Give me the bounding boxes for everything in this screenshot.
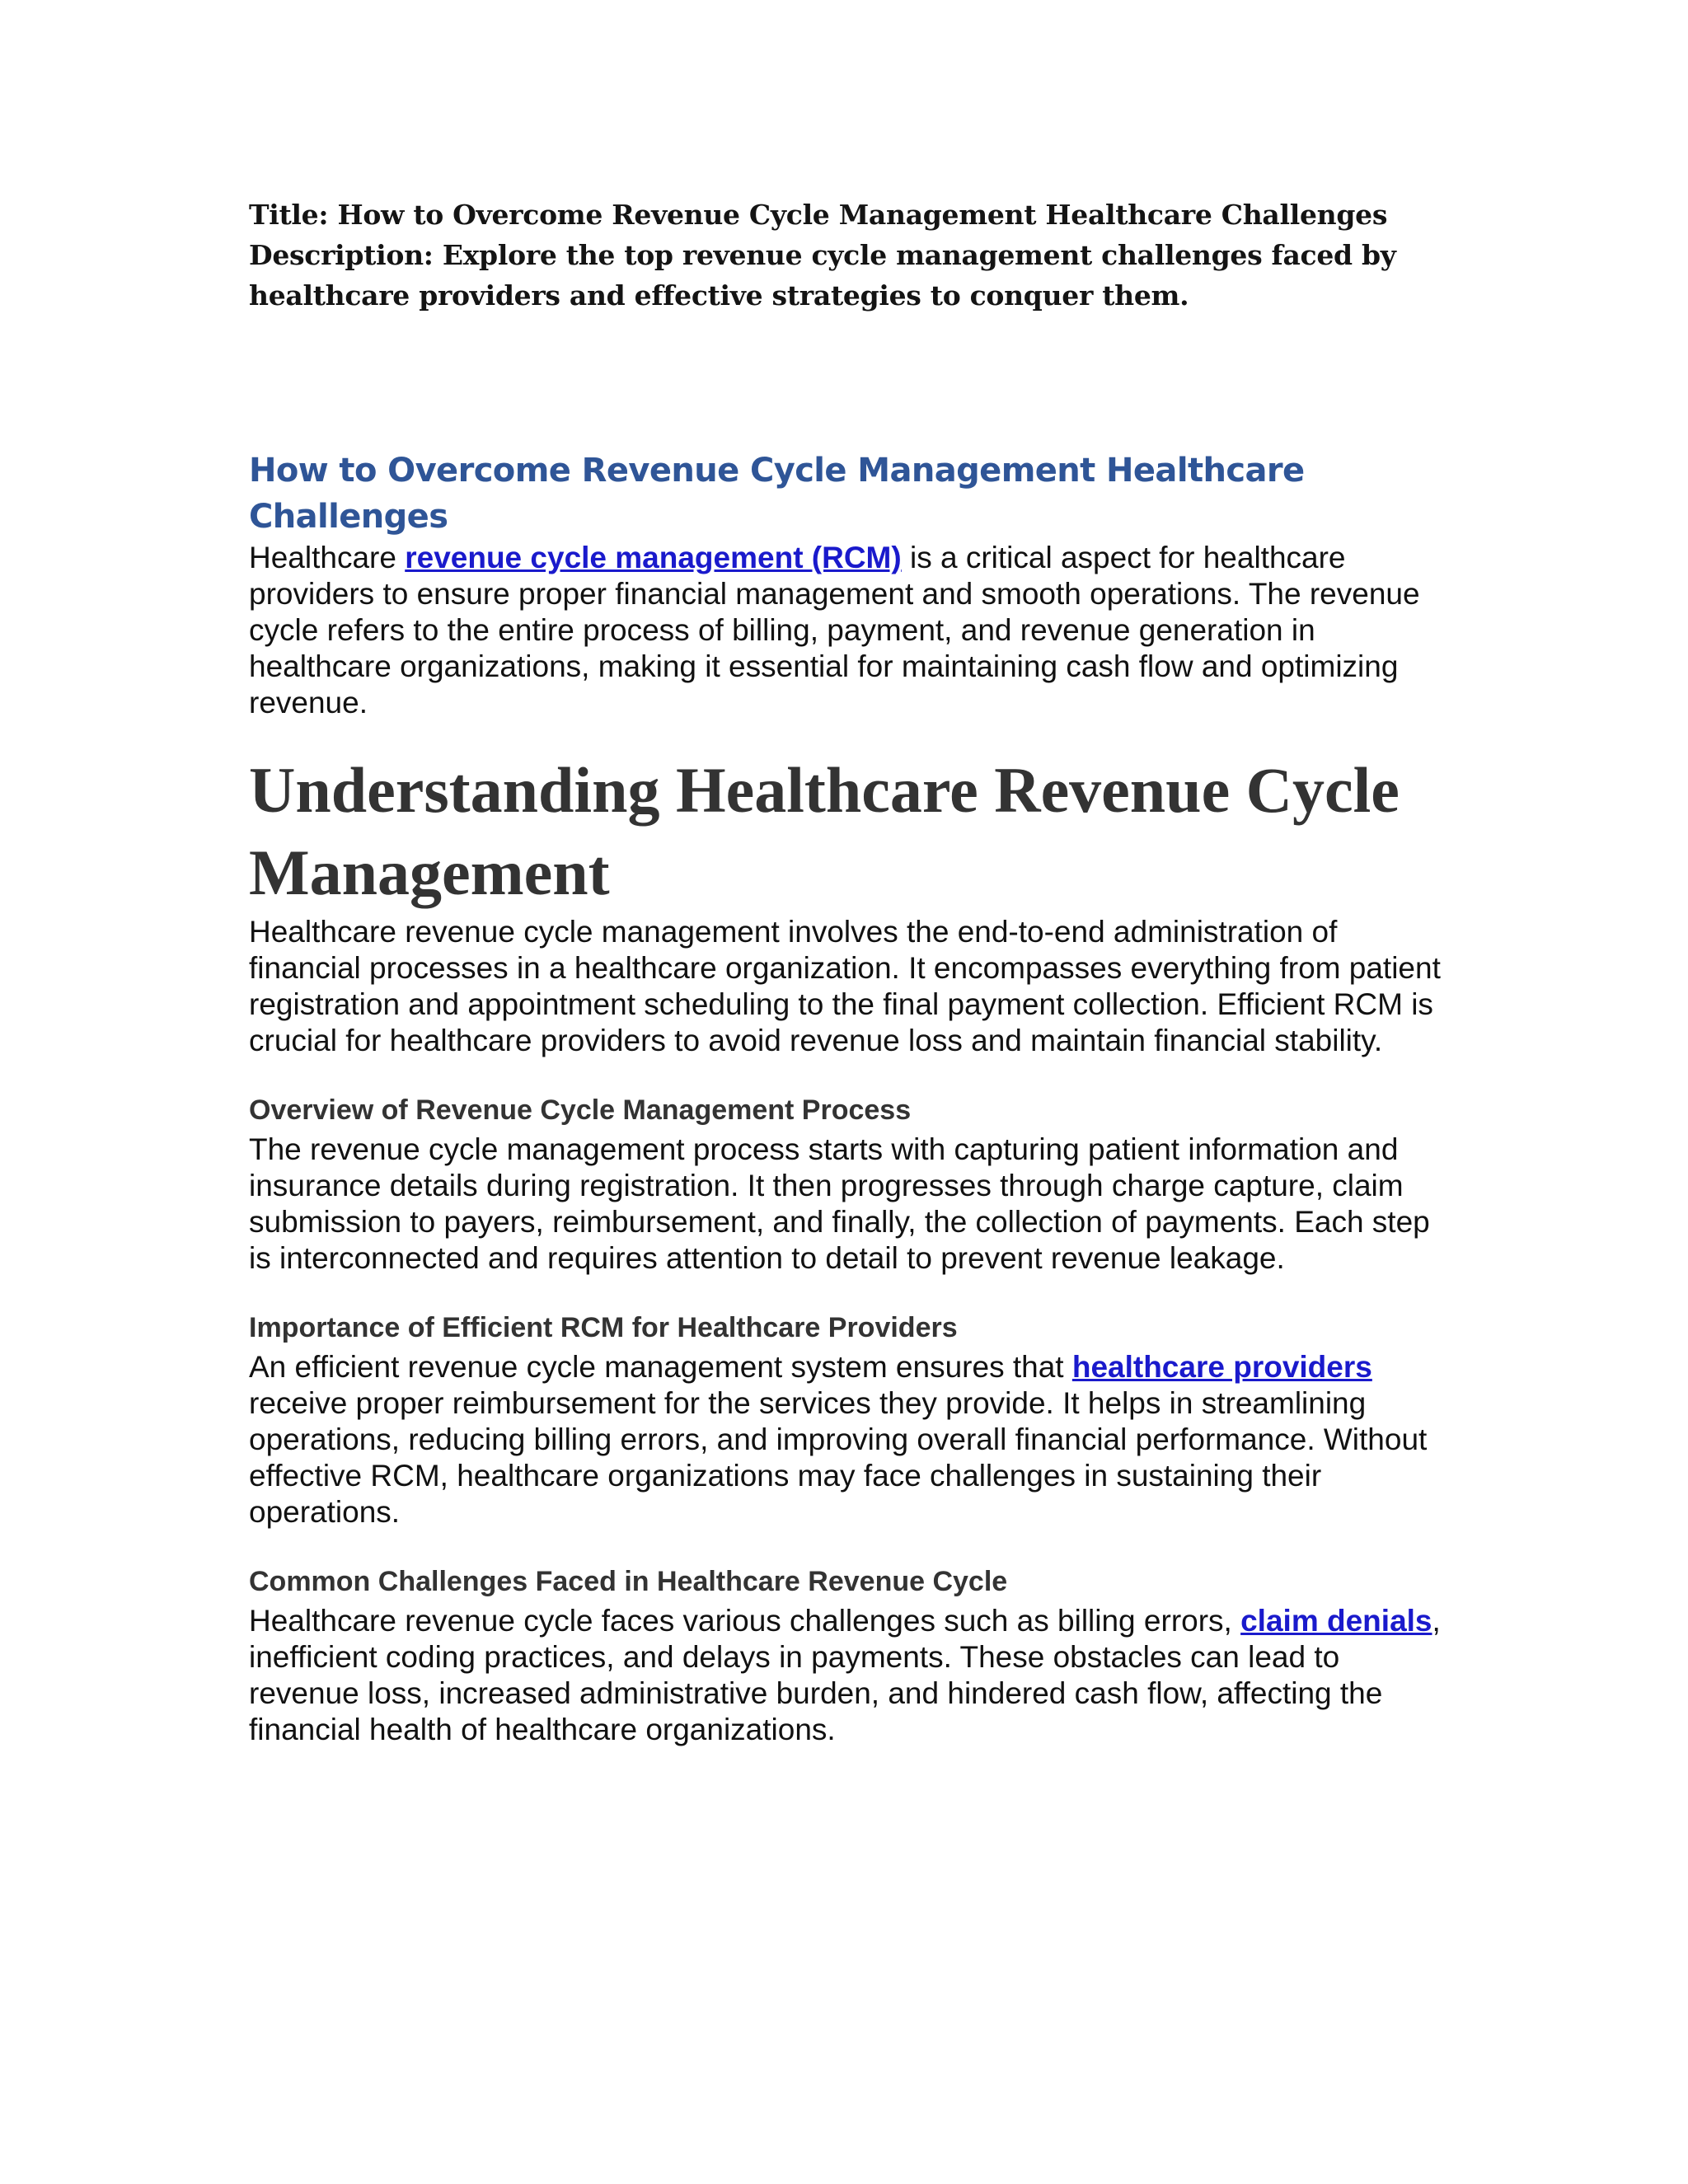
intro-text-before: Healthcare xyxy=(249,541,406,574)
document-content xyxy=(249,194,1452,1748)
challenges-text-before: Healthcare revenue cycle faces various challenges such as billing errors, xyxy=(249,1604,1241,1638)
overview-paragraph: The revenue cycle management process starts with capturing patient information and insurance details during registration. It then progresses through charge capture, claim submission to payers, reimbursement, and finally, the collection of payments. Each step is interconnected and requires attention to detail to prevent revenue leakage. xyxy=(249,1132,1430,1275)
challenges-heading: Common Challenges Faced in Healthcare Revenue Cycle xyxy=(249,1566,1008,1597)
claim-denials-link[interactable]: claim denials xyxy=(1240,1604,1432,1638)
challenges-paragraph xyxy=(249,1603,1452,1748)
section-paragraph: Healthcare revenue cycle management involves the end-to-end administration of financial processes in a healthcare organization. It encompasses everything from patient registration and appointment scheduling to the final payment collection. Efficient RCM is crucial for healthcare providers to avoid revenue loss and maintain financial stability. xyxy=(249,915,1441,1057)
rcm-link[interactable]: revenue cycle management (RCM) xyxy=(405,541,902,574)
meta-description: Description: Explore the top revenue cycle management challenges faced by healthcare providers and effective strategies to conquer them. xyxy=(249,239,1396,312)
importance-text-before: An efficient revenue cycle management system ensures that xyxy=(249,1350,1072,1384)
article-heading: How to Overcome Revenue Cycle Management Healthcare Challenges xyxy=(249,452,1305,536)
importance-paragraph xyxy=(249,1349,1452,1530)
intro-paragraph xyxy=(249,540,1452,721)
meta-title: Title: How to Overcome Revenue Cycle Management Healthcare Challenges xyxy=(249,199,1388,231)
importance-text-after: receive proper reimbursement for the services they provide. It helps in streamlining operations, reducing billing errors, and improving overall financial performance. Without effective RCM, healthcare organizations may face challenges in sustaining their operations. xyxy=(249,1386,1428,1529)
overview-heading: Overview of Revenue Cycle Management Process xyxy=(249,1094,912,1126)
importance-heading: Importance of Efficient RCM for Healthcare Providers xyxy=(249,1312,958,1343)
challenges-text-after: , inefficient coding practices, and delays in payments. These obstacles can lead to revenue loss, increased administrative burden, and hindered cash flow, affecting the financial health of healthcare organizations. xyxy=(249,1604,1441,1746)
meta-block xyxy=(249,194,1452,316)
healthcare-providers-link[interactable]: healthcare providers xyxy=(1071,1350,1372,1384)
section-heading: Understanding Healthcare Revenue Cycle Management xyxy=(249,754,1400,908)
intro-text-after: is a critical aspect for healthcare providers to ensure proper financial management and smooth operations. The revenue cycle refers to the entire process of billing, payment, and revenue generation in healthcare organizations, making it essential for maintaining cash flow and optimizing revenue. xyxy=(249,541,1420,719)
